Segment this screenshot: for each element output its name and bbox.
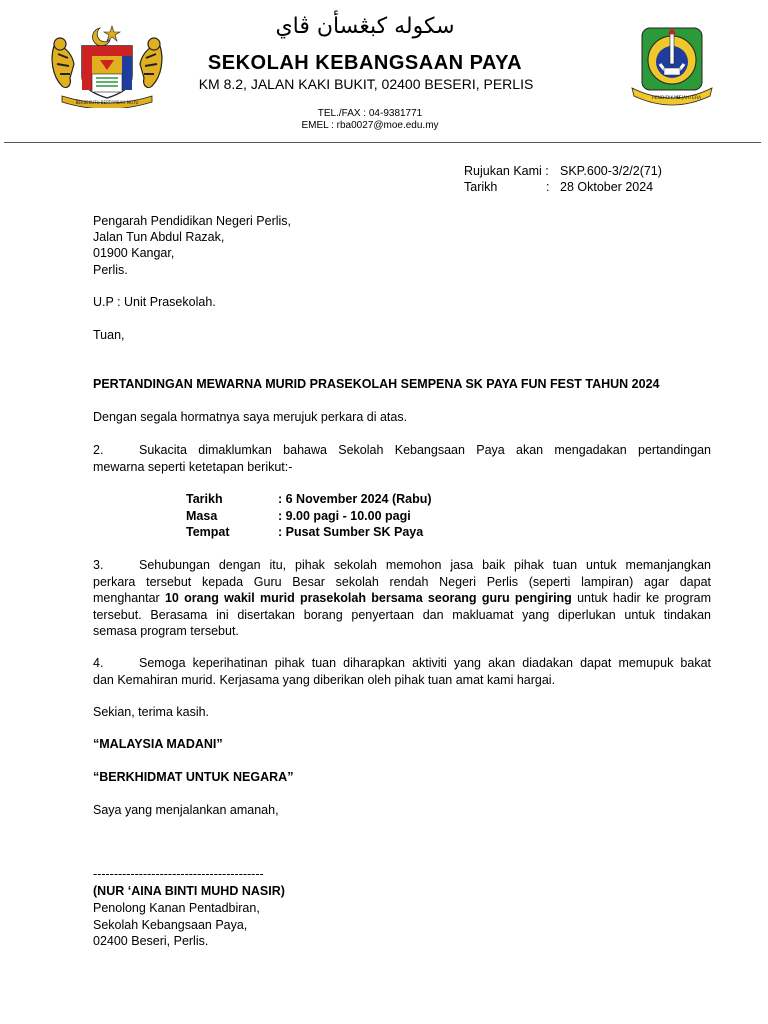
signature-line: ----------------------------------------- bbox=[93, 867, 264, 881]
motto-madani: “MALAYSIA MADANI” bbox=[93, 737, 223, 751]
attention-line: U.P : Unit Prasekolah. bbox=[93, 295, 216, 309]
closing-line: Sekian, terima kasih. bbox=[93, 705, 210, 719]
signatory-name: (NUR ‘AINA BINTI MUHD NASIR) bbox=[93, 884, 285, 898]
crest-motto-text: BERSEKUTU BERTAMBAH MUTU bbox=[75, 100, 139, 105]
para3-number: 3. bbox=[93, 558, 104, 572]
signatory-location: 02400 Beseri, Perlis. bbox=[93, 934, 209, 948]
school-name-jawi: سكوله كبڠسأن ڤاي bbox=[275, 14, 455, 39]
emblem-ribbon-left: PENDIDIKAN bbox=[652, 96, 680, 101]
date-label: Tarikh bbox=[464, 180, 498, 194]
para3-line-4: tersebut. Berasama ini disertakan borang penyertaan dan makluamat yang diperlukan untuk tindakan bbox=[93, 607, 711, 622]
recipient-line-3: 01900 Kangar, bbox=[93, 246, 175, 260]
para4-line-2: dan Kemahiran murid. Kerjasama yang diberikan oleh pihak tuan amat kami hargai. bbox=[93, 672, 556, 687]
para4-line-1: Semoga keperihatinan pihak tuan diharapkan aktiviti yang akan diadakan dapat memupuk bakat bbox=[139, 656, 711, 670]
email: EMEL : rba0027@moe.edu.my bbox=[301, 120, 439, 131]
para3-line-3-pre: menghantar bbox=[93, 591, 165, 605]
salutation: Tuan, bbox=[93, 328, 125, 342]
school-emblem-logo bbox=[630, 24, 714, 110]
header-divider bbox=[4, 142, 761, 143]
school-name: SEKOLAH KEBANGSAAN PAYA bbox=[207, 52, 523, 74]
date-value: 28 Oktober 2024 bbox=[560, 180, 654, 194]
paragraph-4 bbox=[93, 655, 711, 688]
motto-berkhidmat: “BERKHIDMAT UNTUK NEGARA” bbox=[93, 770, 294, 784]
para3-line-2: perkara tersebut kepada Guru Besar sekolah rendah Negeri Perlis (seperti lampiran) agar dapat bbox=[93, 574, 711, 589]
reference-value: SKP.600-3/2/2(71) bbox=[560, 164, 662, 178]
recipient-line-4: Perlis. bbox=[93, 263, 128, 277]
schedule-place-value: : Pusat Sumber SK Paya bbox=[278, 525, 424, 539]
signatory-title: Penolong Kanan Pentadbiran, bbox=[93, 901, 260, 915]
schedule-date-value: : 6 November 2024 (Rabu) bbox=[278, 492, 432, 506]
subject-heading: PERTANDINGAN MEWARNA MURID PRASEKOLAH SEMPENA SK PAYA FUN FEST TAHUN 2024 bbox=[93, 377, 660, 391]
trust-line: Saya yang menjalankan amanah, bbox=[93, 803, 279, 817]
para3-highlight: 10 orang wakil murid prasekolah bersama seorang guru pengiring bbox=[164, 591, 572, 605]
schedule-date-label: Tarikh bbox=[186, 492, 223, 506]
school-address: KM 8.2, JALAN KAKI BUKIT, 02400 BESERI, PERLIS bbox=[198, 76, 534, 92]
recipient-line-1: Pengarah Pendidikan Negeri Perlis, bbox=[93, 214, 292, 228]
date-colon: : bbox=[546, 180, 550, 194]
para2-number: 2. bbox=[93, 443, 104, 457]
para2-line-2: mewarna seperti ketetapan berikut:- bbox=[93, 459, 293, 474]
para2-line-1: Sukacita dimaklumkan bahawa Sekolah Kebangsaan Paya akan mengadakan pertandingan bbox=[139, 443, 711, 457]
schedule-time-value: : 9.00 pagi - 10.00 pagi bbox=[278, 509, 411, 523]
reference-label: Rujukan Kami : bbox=[464, 164, 549, 178]
coat-of-arms-logo bbox=[48, 24, 166, 108]
tel-fax: TEL./FAX : 04-9381771 bbox=[317, 108, 423, 119]
paragraph-3 bbox=[93, 557, 711, 640]
emblem-ribbon-right: SEJAHTERA bbox=[676, 96, 702, 101]
schedule-place-label: Tempat bbox=[186, 525, 230, 539]
para3-line-3-post: untuk hadir ke program bbox=[571, 591, 712, 605]
para3-line-1: Sehubungan dengan itu, pihak sekolah memohon jasa baik pihak tuan untuk memanjangkan bbox=[139, 558, 711, 572]
signatory-school: Sekolah Kebangsaan Paya, bbox=[93, 918, 248, 932]
recipient-line-2: Jalan Tun Abdul Razak, bbox=[93, 230, 225, 244]
schedule-time-label: Masa bbox=[186, 509, 218, 523]
opening-sentence: Dengan segala hormatnya saya merujuk perkara di atas. bbox=[93, 410, 408, 424]
para3-line-5: semasa program tersebut. bbox=[93, 624, 239, 638]
paragraph-2 bbox=[93, 442, 711, 475]
para4-number: 4. bbox=[93, 656, 104, 670]
